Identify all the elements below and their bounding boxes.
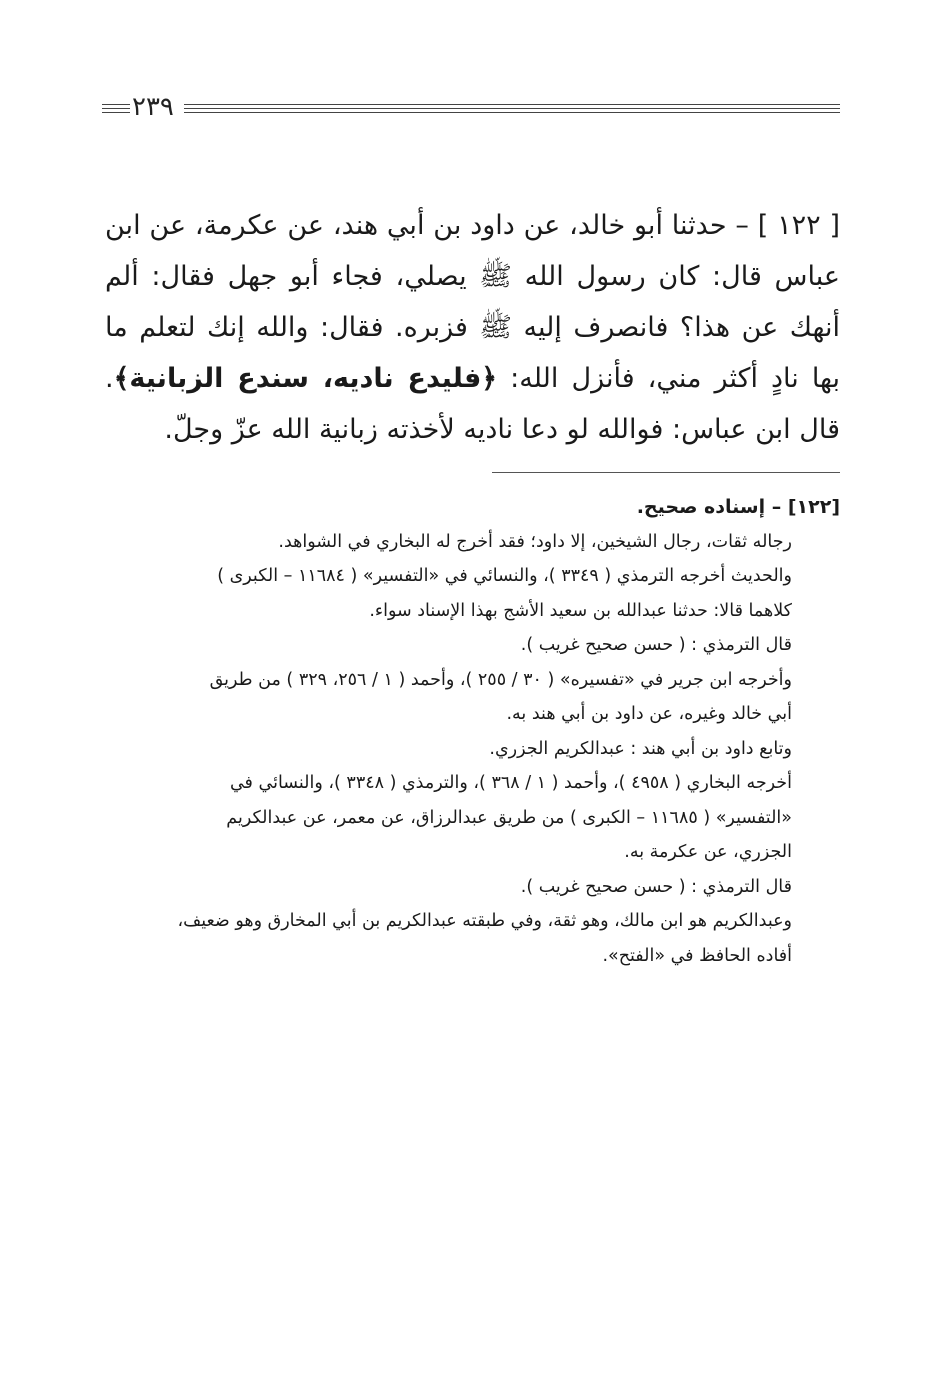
footnote-line: أبي خالد وغيره، عن داود بن أبي هند به. <box>506 704 792 724</box>
header-rule-right <box>184 108 840 109</box>
footnote-heading: [١٢٢] – إسناده صحيح. <box>636 496 840 518</box>
page-number: ٢٣٩ <box>132 92 174 122</box>
footnote-line: كلاهما قالا: حدثنا عبدالله بن سعيد الأشج بهذا الإسناد سواء. <box>369 600 792 621</box>
footnote-line: قال الترمذي : ( حسن صحيح غريب ). <box>520 876 792 897</box>
header-rule-left <box>102 104 130 105</box>
footnote-line: رجاله ثقات، رجال الشيخين، إلا داود؛ فقد أخرج له البخاري في الشواهد. <box>278 531 792 552</box>
footnote-line: أفاده الحافظ في «الفتح». <box>602 945 792 966</box>
header-rule-right <box>184 112 840 113</box>
footnote-separator <box>492 472 840 473</box>
footnote-line: قال الترمذي : ( حسن صحيح غريب ). <box>520 635 792 655</box>
page-header <box>102 92 840 126</box>
header-rule-left <box>102 112 130 113</box>
footnote-line: وأخرجه ابن جرير في «تفسيره» ( ٣٠ / ٢٥٥ )، وأحمد ( ١ / ٢٥٦، ٣٢٩ ) من طريق <box>209 669 792 690</box>
hadith-text <box>105 200 840 455</box>
header-rule-left <box>102 108 130 109</box>
quran-quote: ﴿فليدع ناديه، سندع الزبانية﴾ <box>113 363 498 394</box>
header-rule-right <box>184 104 840 105</box>
footnote-line: وعبدالكريم هو ابن مالك، وهو ثقة، وفي طبقته عبدالكريم بن أبي المخارق وهو ضعيف، <box>177 911 792 931</box>
footnote-line: وتابع داود بن أبي هند : عبدالكريم الجزري. <box>489 738 792 759</box>
footnotes <box>105 490 840 973</box>
hadith-number: [ ١٢٢ ] <box>757 210 840 241</box>
footnote-line: «التفسير» ( ١١٦٨٥ – الكبرى ) من طريق عبدالرزاق، عن معمر، عن عبدالكريم <box>226 807 792 828</box>
footnote-line: الجزري، عن عكرمة به. <box>624 842 792 862</box>
hadith-body-before: – حدثنا أبو خالد، عن داود بن أبي هند، عن عكرمة، عن ابن عباس قال: كان رسول الله ﷺ يصلي، فجاء أبو جهل فقال: ألم أنهك عن هذا؟ فانصرف إليه ﷺ فزبره. فقال: والله إنك لتعلم ما بها نادٍ أكثر مني، فأنزل الله: <box>105 210 841 394</box>
footnote-line: أخرجه البخاري ( ٤٩٥٨ )، وأحمد ( ١ / ٣٦٨ )، والترمذي ( ٣٣٤٨ )، والنسائي في <box>229 773 792 793</box>
hadith-body-after: . قال ابن عباس: فوالله لو دعا ناديه لأخذته زبانية الله عزّ وجلّ. <box>105 363 840 445</box>
footnote-line: والحديث أخرجه الترمذي ( ٣٣٤٩ )، والنسائي في «التفسير» ( ١١٦٨٤ – الكبرى ) <box>217 566 792 586</box>
